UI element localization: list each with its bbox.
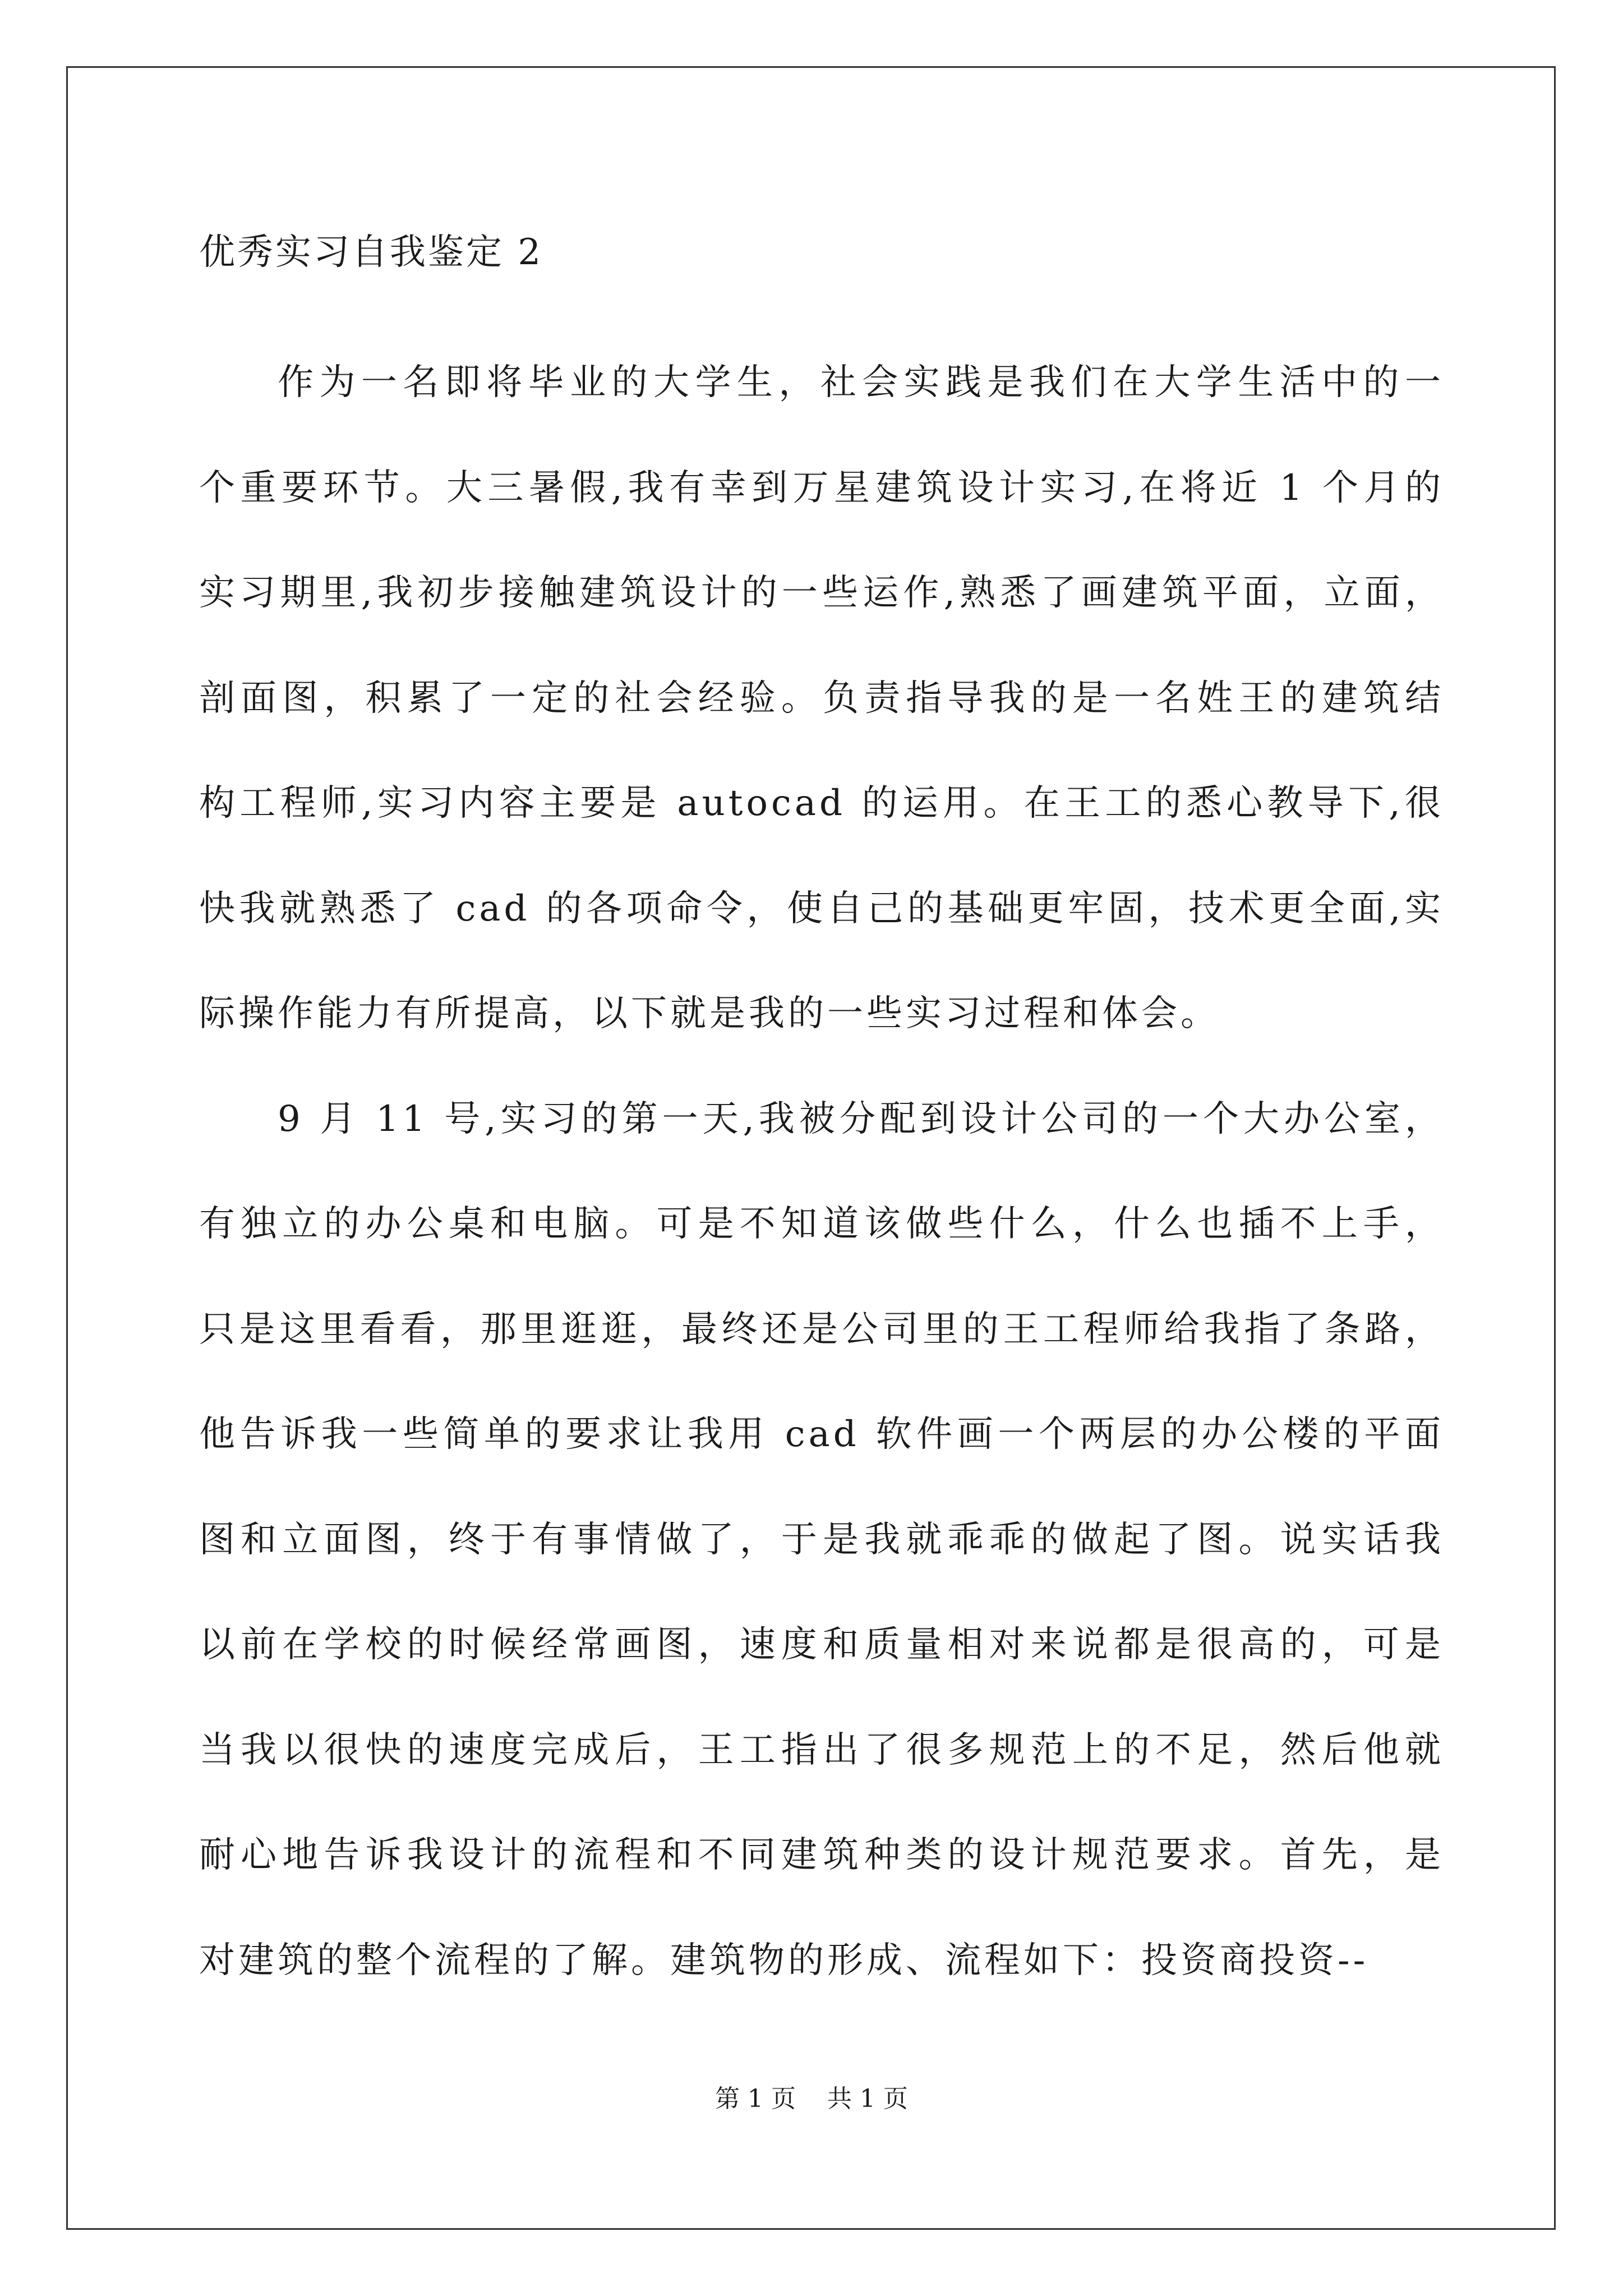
- paragraph-line: 构工程师,实习内容主要是 autocad 的运用。在王工的悉心教导下,很: [199, 783, 1444, 824]
- paragraph-line: 他告诉我一些简单的要求让我用 cad 软件画一个两层的办公楼的平面: [199, 1414, 1444, 1455]
- paragraph-2: [199, 1067, 1444, 2014]
- paragraph-line: 有独立的办公桌和电脑。可是不知道该做些什么，什么也插不上手，: [199, 1203, 1444, 1245]
- paragraph-line: 作为一名即将毕业的大学生，社会实践是我们在大学生活中的一: [278, 362, 1444, 403]
- paragraph-line: 图和立面图，终于有事情做了，于是我就乖乖的做起了图。说实话我: [199, 1519, 1444, 1561]
- document-body: [199, 222, 1444, 2013]
- paragraph-1: [199, 330, 1444, 1067]
- paragraph-line: 际操作能力有所提高，以下就是我的一些实习过程和体会。: [199, 993, 1220, 1034]
- paragraph-line: 实习期里,我初步接触建筑设计的一些运作,熟悉了画建筑平面，立面，: [199, 572, 1444, 614]
- document-title: 优秀实习自我鉴定 2: [199, 232, 543, 273]
- page-footer: 第 1 页 共 1 页: [715, 2085, 908, 2113]
- paragraph-line: 耐心地告诉我设计的流程和不同建筑种类的设计规范要求。首先，是: [199, 1834, 1444, 1876]
- paragraph-line: 个重要环节。大三暑假,我有幸到万星建筑设计实习,在将近 1 个月的: [199, 467, 1444, 509]
- paragraph-line: 以前在学校的时候经常画图，速度和质量相对来说都是很高的，可是: [199, 1624, 1444, 1665]
- paragraph-line: 快我就熟悉了 cad 的各项命令，使自己的基础更牢固，技术更全面,实: [199, 887, 1444, 930]
- paragraph-line: 9 月 11 号,实习的第一天,我被分配到设计公司的一个大办公室，: [278, 1098, 1444, 1140]
- paragraph-line: 剖面图，积累了一定的社会经验。负责指导我的是一名姓王的建筑结: [199, 677, 1444, 719]
- paragraph-line: 只是这里看看，那里逛逛，最终还是公司里的王工程师给我指了条路，: [199, 1308, 1444, 1350]
- paragraph-line: 对建筑的整个流程的了解。建筑物的形成、流程如下：投资商投资--: [199, 1939, 1369, 1981]
- paragraph-line: 当我以很快的速度完成后，王工指出了很多规范上的不足，然后他就: [199, 1729, 1444, 1771]
